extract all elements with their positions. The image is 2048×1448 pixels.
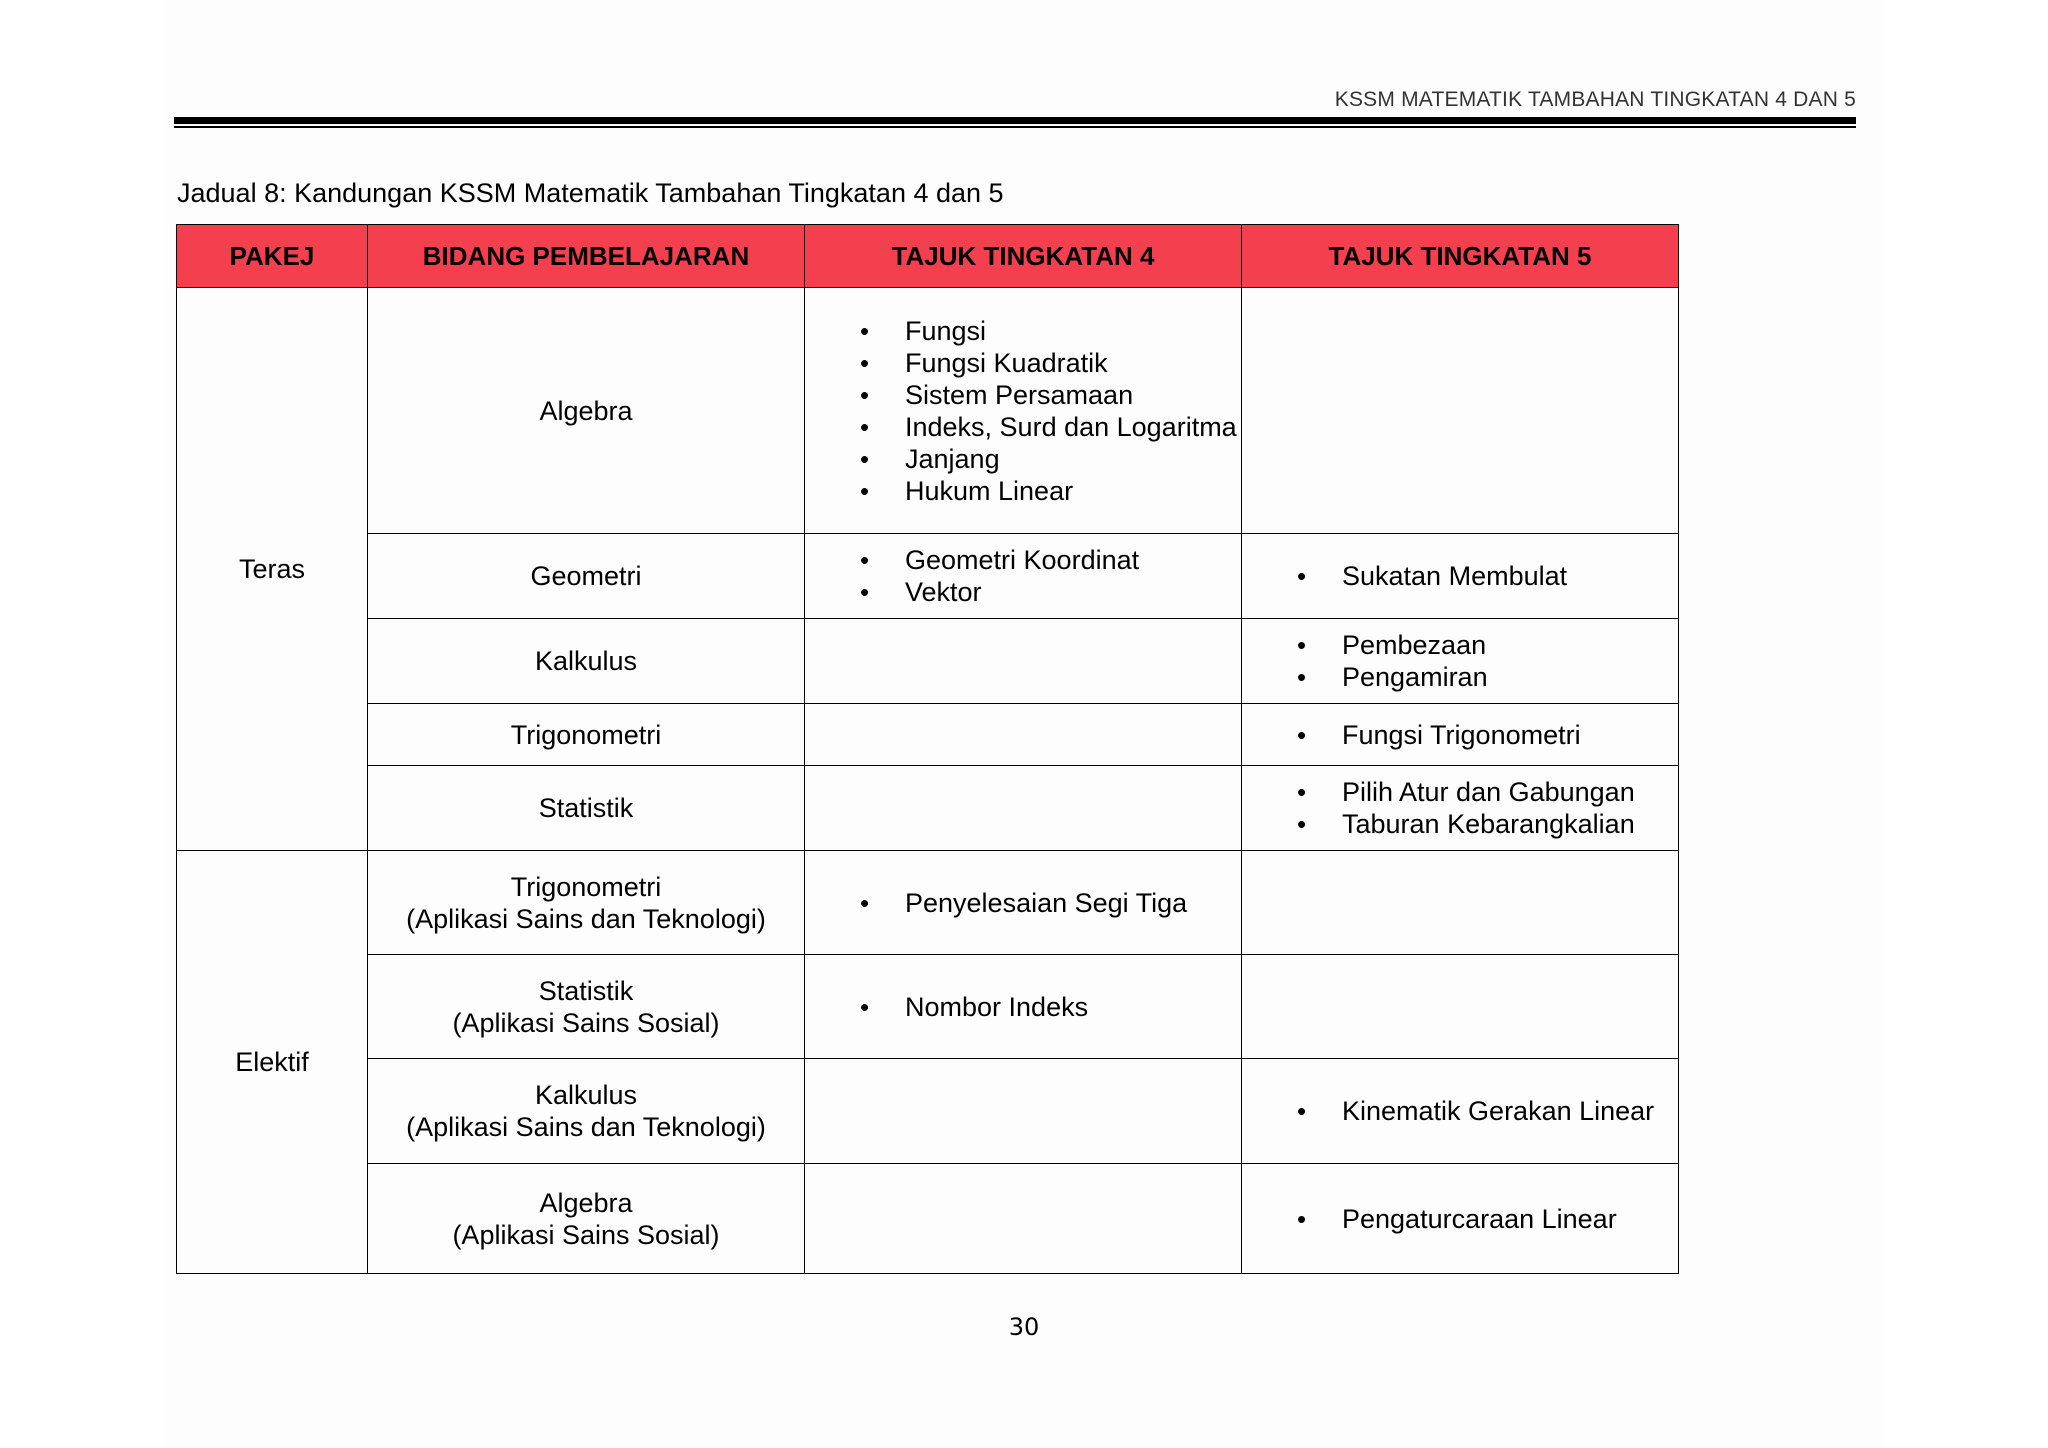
header-tingkatan-4: TAJUK TINGKATAN 4 xyxy=(805,225,1242,288)
learning-area-cell xyxy=(368,851,805,955)
topic-item: • Pengamiran xyxy=(1242,661,1678,693)
topic-item: • Hukum Linear xyxy=(805,475,1241,507)
table-row xyxy=(177,1164,1679,1274)
table-row xyxy=(177,288,1679,534)
topic-list xyxy=(805,991,1241,1023)
topic-item: • Sistem Persamaan xyxy=(805,379,1241,411)
learning-area-line: Statistik xyxy=(538,975,634,1006)
table-row xyxy=(177,766,1679,851)
learning-area-line: Algebra xyxy=(539,1187,633,1218)
topic-list xyxy=(1242,560,1678,592)
topic-item: • Taburan Kebarangkalian xyxy=(1242,808,1678,840)
header-bidang: BIDANG PEMBELAJARAN xyxy=(368,225,805,288)
learning-area-cell xyxy=(368,619,805,704)
table-row xyxy=(177,704,1679,766)
topics-cell xyxy=(805,619,1242,704)
topic-item: • Janjang xyxy=(805,443,1241,475)
topic-item: • Nombor Indeks xyxy=(805,991,1241,1023)
header-rule-thin xyxy=(174,126,1856,128)
topics-cell xyxy=(1242,704,1679,766)
topic-list xyxy=(1242,1203,1678,1235)
table-row xyxy=(177,619,1679,704)
table-row xyxy=(177,1059,1679,1164)
topics-cell xyxy=(1242,955,1679,1059)
learning-area-cell xyxy=(368,534,805,619)
header-rule-thick xyxy=(174,117,1856,124)
learning-area-line: Geometri xyxy=(530,561,642,591)
topics-cell xyxy=(805,1059,1242,1164)
learning-area-line: Trigonometri xyxy=(510,871,662,902)
learning-area-line: (Aplikasi Sains dan Teknologi) xyxy=(406,903,766,934)
topics-cell xyxy=(805,1164,1242,1274)
topic-item: • Fungsi xyxy=(805,315,1241,347)
learning-area-line: (Aplikasi Sains dan Teknologi) xyxy=(406,1112,766,1142)
topics-cell xyxy=(805,766,1242,851)
learning-area-line: Statistik xyxy=(538,793,634,823)
topic-item: • Indeks, Surd dan Logaritma xyxy=(805,411,1241,443)
topics-cell xyxy=(805,955,1242,1059)
table-header-row xyxy=(177,225,1679,288)
topic-list xyxy=(1242,1095,1678,1127)
learning-area-cell xyxy=(368,288,805,534)
topic-item: • Pengaturcaraan Linear xyxy=(1242,1203,1678,1235)
running-header: KSSM MATEMATIK TAMBAHAN TINGKATAN 4 DAN 5 xyxy=(1334,88,1856,111)
topic-item: • Vektor xyxy=(805,576,1241,608)
table-row xyxy=(177,955,1679,1059)
header-tingkatan-5: TAJUK TINGKATAN 5 xyxy=(1242,225,1679,288)
topics-cell xyxy=(1242,851,1679,955)
topics-cell xyxy=(1242,534,1679,619)
topic-item: • Sukatan Membulat xyxy=(1242,560,1678,592)
learning-area-cell xyxy=(368,955,805,1059)
topics-cell xyxy=(1242,766,1679,851)
learning-area-cell xyxy=(368,704,805,766)
topic-list xyxy=(1242,629,1678,693)
topic-list xyxy=(1242,776,1678,840)
header-pakej: PAKEJ xyxy=(177,225,368,288)
table-row xyxy=(177,851,1679,955)
topic-item: • Fungsi Kuadratik xyxy=(805,347,1241,379)
topics-cell xyxy=(805,288,1242,534)
topics-cell xyxy=(805,534,1242,619)
topics-cell xyxy=(805,851,1242,955)
topic-item: • Pilih Atur dan Gabungan xyxy=(1242,776,1678,808)
topic-item: • Geometri Koordinat xyxy=(805,544,1241,576)
topic-item: • Fungsi Trigonometri xyxy=(1242,719,1678,751)
page-number: 30 xyxy=(1008,1313,1040,1341)
table-caption: Jadual 8: Kandungan KSSM Matematik Tambahan Tingkatan 4 dan 5 xyxy=(177,178,1004,208)
learning-area-cell xyxy=(368,1164,805,1274)
topic-item: • Penyelesaian Segi Tiga xyxy=(805,887,1241,919)
topic-item: • Kinematik Gerakan Linear xyxy=(1242,1095,1678,1127)
learning-area-line: (Aplikasi Sains Sosial) xyxy=(452,1007,720,1038)
topic-list xyxy=(805,887,1241,919)
package-teras: Teras xyxy=(177,288,368,851)
learning-area-line: (Aplikasi Sains Sosial) xyxy=(452,1219,720,1250)
topic-item: • Pembezaan xyxy=(1242,629,1678,661)
topic-list xyxy=(805,315,1241,507)
content-table xyxy=(176,224,1679,1274)
learning-area-line: Kalkulus xyxy=(534,646,638,676)
learning-area-cell xyxy=(368,1059,805,1164)
topic-list xyxy=(805,544,1241,608)
table-row xyxy=(177,534,1679,619)
learning-area-line: Kalkulus xyxy=(534,1080,638,1110)
package-elektif: Elektif xyxy=(177,851,368,1274)
topics-cell xyxy=(1242,619,1679,704)
learning-area-cell xyxy=(368,766,805,851)
topics-cell xyxy=(1242,1164,1679,1274)
topics-cell xyxy=(1242,288,1679,534)
learning-area-line: Algebra xyxy=(539,395,633,426)
topics-cell xyxy=(1242,1059,1679,1164)
topics-cell xyxy=(805,704,1242,766)
learning-area-line: Trigonometri xyxy=(510,719,662,750)
topic-list xyxy=(1242,719,1678,751)
